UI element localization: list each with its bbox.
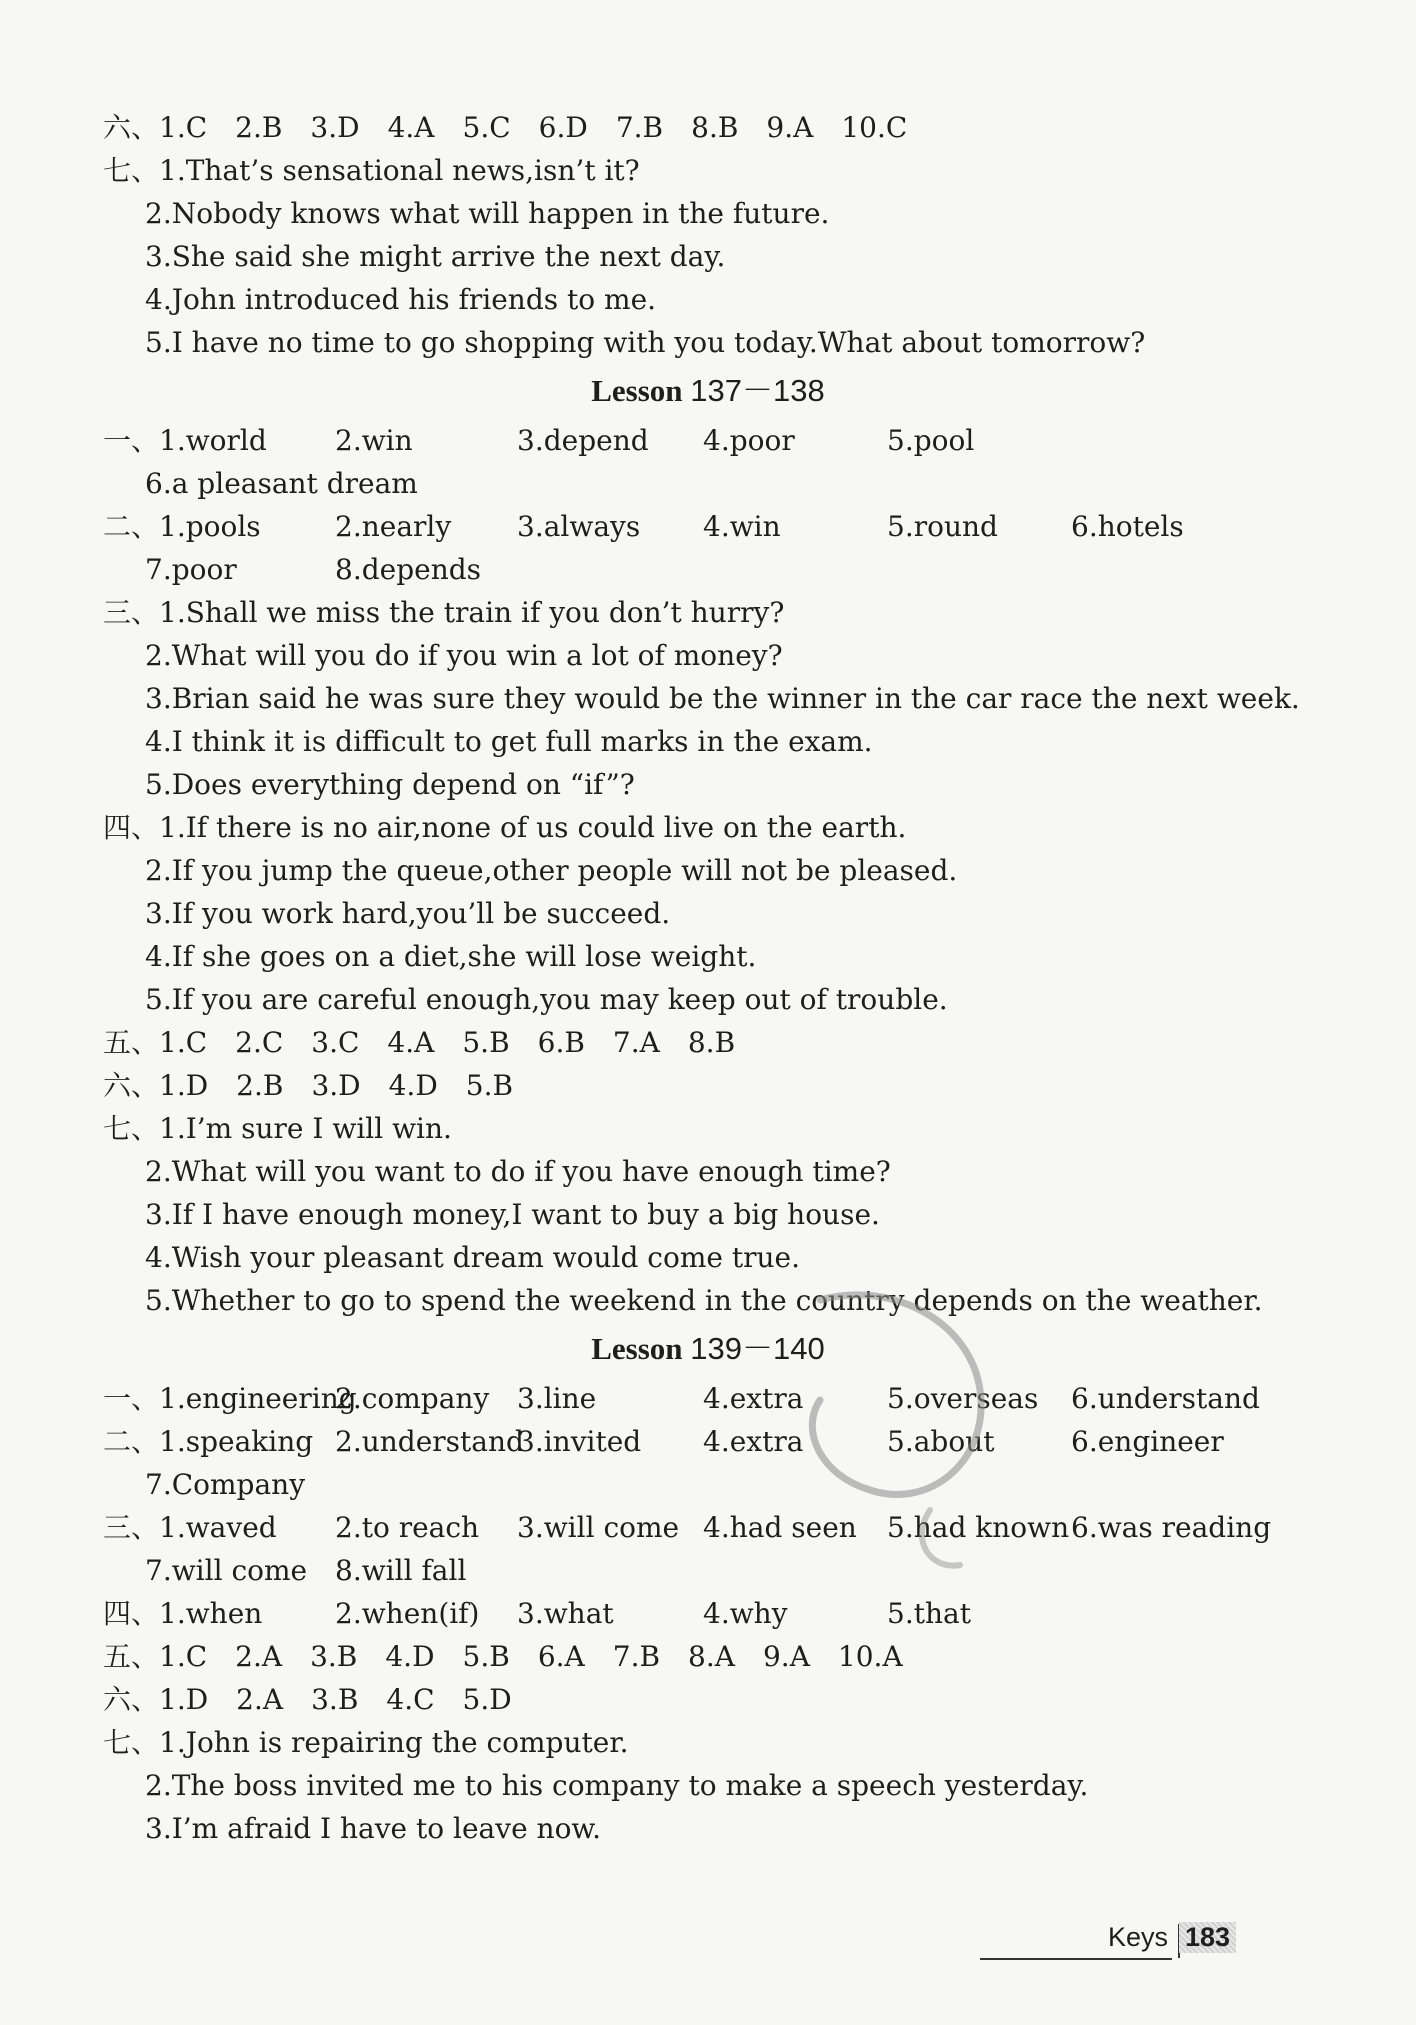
footer-label: Keys [1107,1922,1168,1952]
l139-section-3-row-2 [145,1551,1313,1591]
answer-cell: 8.will fall [335,1554,467,1587]
l139-section-7-item-3: 3.I’m afraid I have to leave now. [145,1812,601,1845]
section-7-item-4: 4.John introduced his friends to me. [145,283,657,316]
answer-cell: 4.had seen [703,1511,857,1544]
l137-section-2-row [103,507,1313,547]
answer-cell: 3.line [517,1382,597,1415]
answer-cell: 二、1.pools [103,510,261,543]
l137-section-3-item-3: 3.Brian said he was sure they would be the winner in the car race the next week. [145,682,1300,715]
answer-cell: 5.that [887,1597,971,1630]
answer-cell: 6.was reading [1071,1511,1272,1544]
l139-section-6-answers: 六、1.D 2.A 3.B 4.C 5.D [103,1683,512,1716]
l137-section-4-item-5: 5.If you are careful enough,you may keep out of trouble. [145,983,948,1016]
section-7-item-3: 3.She said she might arrive the next day. [145,240,726,273]
l139-section-3-row [103,1508,1313,1548]
l139-section-2-row [103,1422,1313,1462]
answer-cell: 二、1.speaking [103,1425,314,1458]
footer-rule [980,1958,1172,1960]
answer-cell: 2.win [335,424,413,457]
answer-cell: 四、1.when [103,1597,263,1630]
l139-section-5-answers: 五、1.C 2.A 3.B 4.D 5.B 6.A 7.B 8.A 9.A 10.A [103,1640,903,1673]
l139-section-4-row [103,1594,1313,1634]
l139-section-2-item-7: 7.Company [145,1468,306,1501]
answer-cell: 7.will come [145,1554,308,1587]
l137-section-7-item-3: 3.If I have enough money,I want to buy a big house. [145,1198,880,1231]
answer-cell: 3.will come [517,1511,680,1544]
answer-cell: 三、1.waved [103,1511,277,1544]
l137-section-5-answers: 五、1.C 2.C 3.C 4.A 5.B 6.B 7.A 8.B [103,1026,736,1059]
answer-cell: 2.nearly [335,510,452,543]
answer-cell: 2.company [335,1382,490,1415]
section-7-item-2: 2.Nobody knows what will happen in the future. [145,197,830,230]
answer-cell: 4.why [703,1597,788,1630]
l137-section-6-answers: 六、1.D 2.B 3.D 4.D 5.B [103,1069,514,1102]
answer-cell: 2.when(if) [335,1597,480,1630]
answer-cell: 3.always [517,510,641,543]
l137-section-4-item-3: 3.If you work hard,you’ll be succeed. [145,897,671,930]
l137-section-2-row-2 [145,550,1313,590]
l137-section-4-item-4: 4.If she goes on a diet,she will lose weight. [145,940,757,973]
l137-section-4-item-2: 2.If you jump the queue,other people will not be pleased. [145,854,958,887]
l137-section-3-item-1: 三、1.Shall we miss the train if you don’t hurry? [103,596,785,629]
answer-cell: 4.extra [703,1382,804,1415]
answer-cell: 4.extra [703,1425,804,1458]
answer-cell: 4.poor [703,424,795,457]
answer-cell: 5.overseas [887,1382,1039,1415]
answer-cell: 5.round [887,510,998,543]
answer-cell: 8.depends [335,553,482,586]
l137-section-3-item-5: 5.Does everything depend on “if”? [145,768,635,801]
pen-circle-mark [780,1280,1040,1580]
page-number: 183 [1179,1922,1236,1953]
answer-cell: 一、1.world [103,424,267,457]
l137-section-3-item-2: 2.What will you do if you win a lot of money? [145,639,783,672]
answer-cell: 3.what [517,1597,614,1630]
answer-cell: 5.pool [887,424,975,457]
l139-section-7-item-2: 2.The boss invited me to his company to make a speech yesterday. [145,1769,1089,1802]
answer-cell: 6.understand [1071,1382,1260,1415]
answer-cell: 6.engineer [1071,1425,1224,1458]
l137-section-7-item-4: 4.Wish your pleasant dream would come true. [145,1241,801,1274]
section-7-item-5: 5.I have no time to go shopping with you today.What about tomorrow? [145,326,1146,359]
lesson-139-140-heading [0,1329,1416,1369]
page-footer [980,1920,1300,1964]
lesson-word: Lesson [591,373,683,408]
answer-cell: 5.about [887,1425,995,1458]
answer-cell: 7.poor [145,553,237,586]
answer-cell: 一、1.engineering [103,1382,357,1415]
l137-section-7-item-1: 七、1.I’m sure I will win. [103,1112,452,1145]
section-7-item-1: 七、1.That’s sensational news,isn’t it? [103,154,640,187]
l139-section-7-item-1: 七、1.John is repairing the computer. [103,1726,629,1759]
answer-cell: 5.had known [887,1511,1070,1544]
answer-cell: 2.understand [335,1425,524,1458]
l137-section-7-item-5: 5.Whether to go to spend the weekend in the country depends on the weather. [145,1284,1263,1317]
lesson-word: Lesson [591,1331,683,1366]
answer-cell: 2.to reach [335,1511,480,1544]
l139-section-1-row [103,1379,1313,1419]
answer-cell: 3.depend [517,424,649,457]
answer-cell: 6.hotels [1071,510,1184,543]
lesson-137-138-heading [0,371,1416,411]
answer-cell: 3.invited [517,1425,642,1458]
l137-section-7-item-2: 2.What will you want to do if you have enough time? [145,1155,891,1188]
lesson-number: 139－140 [690,1331,825,1366]
l137-section-4-item-1: 四、1.If there is no air,none of us could live on the earth. [103,811,907,844]
l137-section-1-row [103,421,1313,461]
l137-section-3-item-4: 4.I think it is difficult to get full marks in the exam. [145,725,873,758]
answer-cell: 4.win [703,510,781,543]
l137-section-1-item-6: 6.a pleasant dream [145,467,418,500]
lesson-number: 137－138 [690,373,825,408]
section-6-answers: 六、1.C 2.B 3.D 4.A 5.C 6.D 7.B 8.B 9.A 10.C [103,111,908,144]
